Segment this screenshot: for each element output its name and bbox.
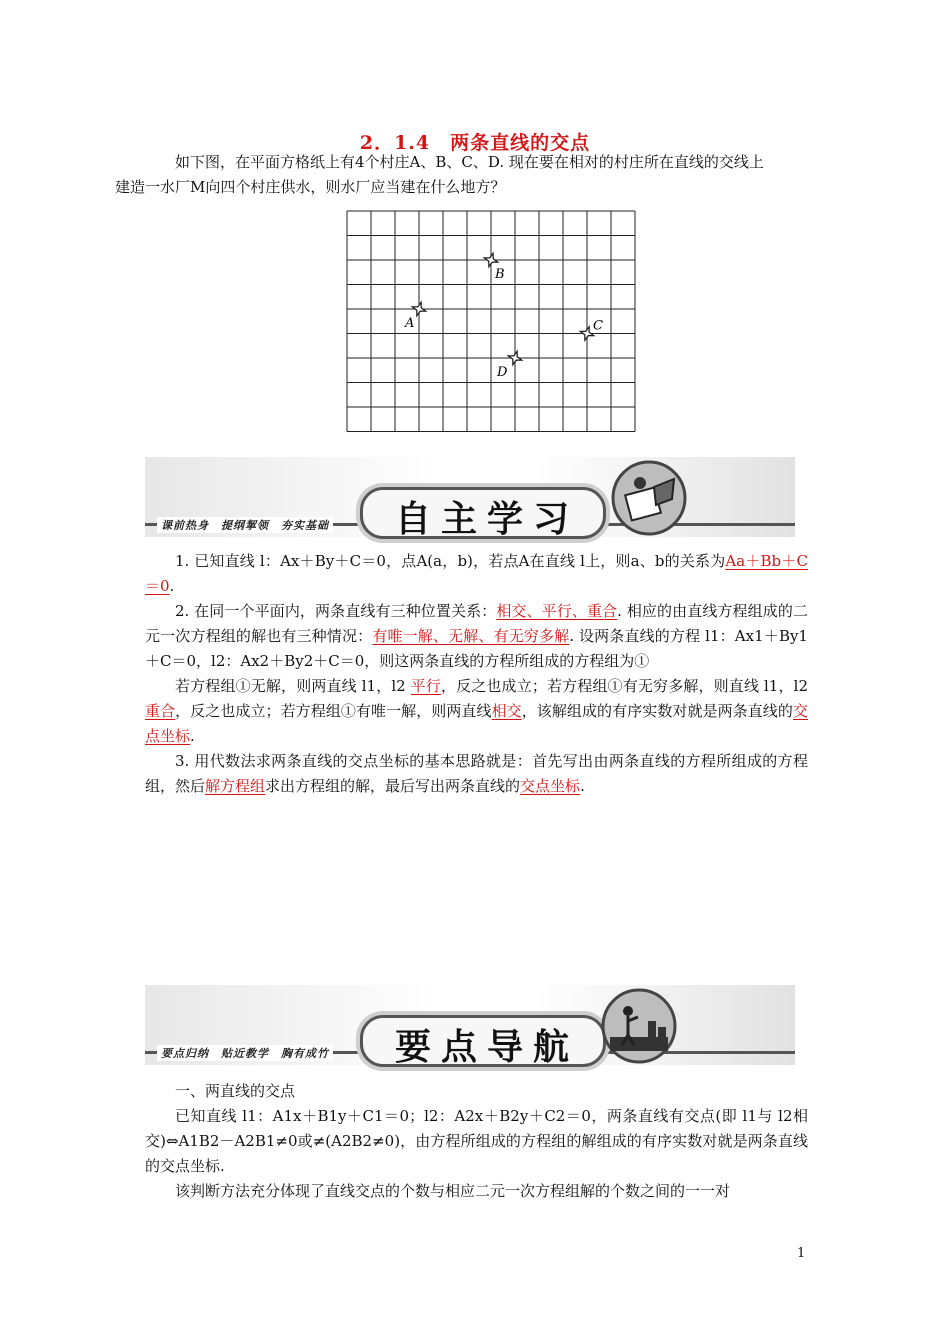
section2 [145, 1079, 808, 1204]
item-2-cont: 若方程组①无解，则两直线 l1，l2 平行，反之也成立；若方程组①有无穷多解，则直线 l1，l2 重合，反之也成立；若方程组①有唯一解，则两直线相交，该解组成的有序实数对就是两条直线的交点坐标. [145, 677, 808, 745]
banner-title: 要点导航 [395, 1026, 580, 1068]
page-title: 2．1.4 两条直线的交点 [359, 132, 591, 154]
answer-solve: 解方程组 [205, 777, 266, 795]
banner-subtitle: 要点归纳 贴近教学 胸有成竹 [157, 1045, 333, 1061]
answer-1: Aa＋Bb＋C＝0 [145, 552, 808, 595]
village-label-a: A [405, 316, 415, 331]
reading-emblem-icon [610, 459, 688, 537]
answer-coords: 交点坐标 [145, 702, 808, 745]
banner-key-points [145, 985, 795, 1068]
village-marker-b [484, 253, 497, 266]
section2-heading: 一、两直线的交点 [175, 1082, 296, 1100]
village-grid-figure [346, 210, 636, 440]
item-3: 3. 用代数法求两条直线的交点坐标的基本思路就是：首先写出由两条直线的方程所组成的方程组，然后解方程组求出方程组的解，最后写出两条直线的交点坐标. [145, 752, 808, 795]
banner-self-study [145, 457, 795, 540]
answer-coincide: 重合 [145, 702, 176, 720]
village-label-b: B [495, 267, 505, 282]
surveyor-emblem-icon [600, 987, 678, 1065]
answer-coords-2: 交点坐标 [520, 777, 581, 795]
section2-paragraph-1: 已知直线 l1：A1x＋B1y＋C1＝0；l2：A2x＋B2y＋C2＝0，两条直线有交点(即 l1与 l2相交)⇔A1B2－A2B1≠0或≠(A2B2≠0)，由方程所组成的方程组的解组成的有序实数对就是两条直线的交点坐标. [145, 1107, 808, 1175]
page-number: 1 [797, 1246, 806, 1261]
village-label-c: C [593, 318, 603, 334]
banner-title: 自主学习 [395, 498, 580, 540]
banner-subtitle: 课前热身 提纲挈领 夯实基础 [157, 517, 333, 533]
answer-intersect: 相交 [491, 702, 522, 720]
item-2: 2. 在同一个平面内，两条直线有三种位置关系：相交、平行、重合. 相应的由直线方程组成的二元一次方程组的解也有三种情况：有唯一解、无解、有无穷多解. 设两条直线的方程 l1：Ax1＋By1＋C＝0，l2：Ax2＋By2＋C＝0，则这两条直线的方程所组成的方程组为① [145, 602, 808, 670]
village-marker-c [580, 327, 593, 340]
section1 [145, 549, 808, 799]
item-1: 1. 已知直线 l：Ax＋By＋C＝0，点A(a，b)，若点A在直线 l上，则a、b的关系为Aa＋Bb＋C＝0. [145, 552, 808, 595]
intro-paragraph [115, 150, 808, 200]
intro-line-1: 如下图，在平面方格纸上有4个村庄A、B、C、D. 现在要在相对的村庄所在直线的交线上 [175, 153, 764, 171]
answer-2a: 相交、平行、重合 [496, 602, 618, 620]
section2-paragraph-2: 该判断方法充分体现了直线交点的个数与相应二元一次方程组解的个数之间的一一对 [175, 1182, 731, 1200]
village-label-d: D [497, 365, 508, 380]
village-marker-a [412, 302, 425, 315]
answer-parallel: 平行 [410, 677, 441, 695]
village-marker-d [508, 351, 521, 364]
intro-line-2: 建造一水厂M向四个村庄供水，则水厂应当建在什么地方？ [115, 178, 506, 196]
answer-2b: 有唯一解、无解、有无穷多解 [372, 627, 570, 645]
